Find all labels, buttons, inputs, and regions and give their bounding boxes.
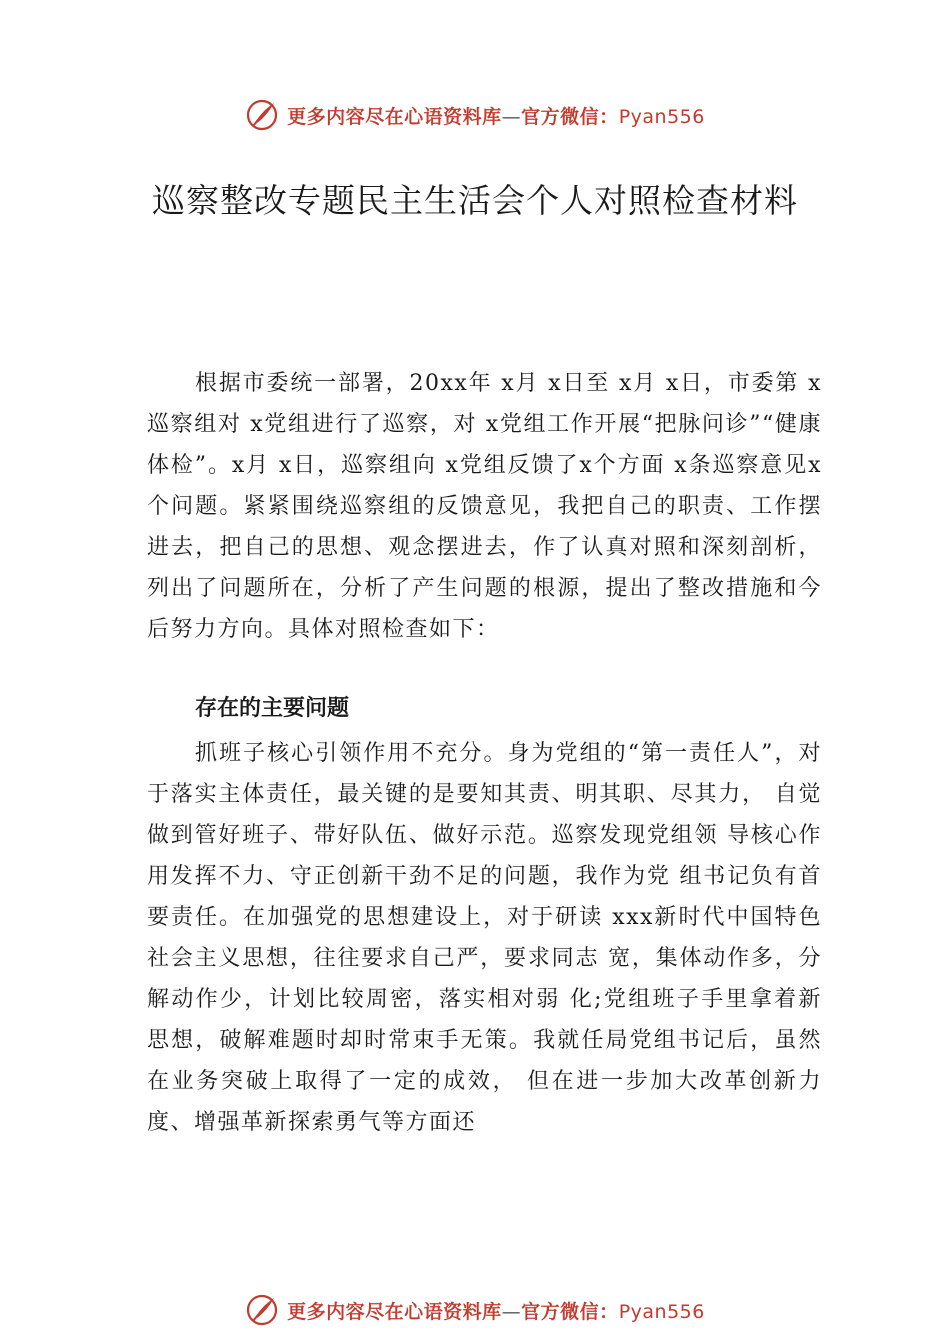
banner-wechat-id: Pyan556 bbox=[618, 1300, 705, 1323]
intro-paragraph: 根据市委统一部署，20xx年 x月 x日至 x月 x日，市委第 x巡察组对 x党组进行了巡察，对 x党组工作开展“把脉问诊”“健康体检”。x月 x日，巡察组向 x党组反馈了x个方面 x条巡察意见x个问题。紧紧围绕巡察组的反馈意见，我把自己的职责、工作摆进去，把自己的思想、观念摆进去，作了认真对照和深刻剖析，列出了问题所在，分析了产生问题的根源，提出了整改措施和今后努力方向。具体对照检查如下： bbox=[147, 371, 822, 642]
banner-dash: — bbox=[501, 105, 522, 128]
banner-dash: — bbox=[501, 1300, 522, 1323]
banner-text bbox=[287, 1297, 705, 1324]
header-banner bbox=[0, 95, 950, 135]
banner-prefix: 更多内容尽在心语资料库 bbox=[287, 105, 502, 128]
body-paragraph: 抓班子核心引领作用不充分。身为党组的“第一责任人”，对于落实主体责任，最关键的是要知其责、明其职、尽其力， 自觉做到管好班子、带好队伍、做好示范。巡察发现党组领 导核心作用发挥不力、守正创新干劲不足的问题，我作为党 组书记负有首要责任。在加强党的思想建设上，对于研读 xxx新时代中国特色社会主义思想，往往要求自己严，要求同志 宽，集体动作多，分解动作少，计划比较周密，落实相对弱 化;党组班子手里拿着新思想，破解难题时却时常束手无策。我就任局党组书记后，虽然在业务突破上取得了一定的成效， 但在进一步加大改革创新力度、增强革新探索勇气等方面还 bbox=[147, 741, 822, 1135]
quill-pen-logo-icon bbox=[245, 1293, 279, 1327]
section-heading: 存在的主要问题 bbox=[195, 696, 350, 721]
banner-label: 官方微信： bbox=[521, 105, 619, 128]
banner-label: 官方微信： bbox=[521, 1300, 619, 1323]
document-title: 巡察整改专题民主生活会个人对照检查材料 bbox=[152, 181, 798, 220]
banner-prefix: 更多内容尽在心语资料库 bbox=[287, 1300, 502, 1323]
footer-banner bbox=[0, 1290, 950, 1330]
banner-text bbox=[287, 102, 705, 129]
quill-pen-logo-icon bbox=[245, 98, 279, 132]
banner-wechat-id: Pyan556 bbox=[618, 105, 705, 128]
